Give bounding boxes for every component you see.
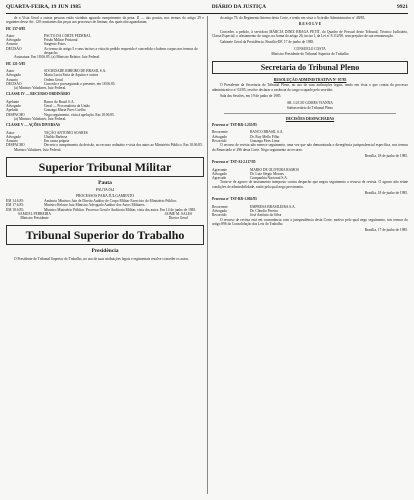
record-body: (a) Ministro Valadares, Juiz Federal. [14, 116, 67, 121]
record-heading: HC 137-0/85 [6, 26, 26, 31]
case-key: Advogado [212, 171, 227, 176]
left-records [6, 27, 204, 152]
case-block [212, 160, 408, 195]
record-block [6, 92, 204, 121]
stp-subtitle: RESOLUÇÃO ADMINISTRATIVA Nº 07/85 [273, 78, 347, 83]
case-value: Dr. Luiz Sérgio Moraes [250, 171, 284, 176]
record-key: Apelado [6, 108, 19, 113]
header-page-number: 9921 [397, 4, 408, 10]
resolve-text: Conceder, a pedido, à servidora MÁRCIA DINIZ BRAGA PETIT, do Quadro de Pessoal deste Tribunal, Técnico Judiciário, Classe Especial, o afastamento do cargo, na forma do artigo 26, inciso I, da Lei nº 8.112/90, sem prejuízo de sua remuneração. [212, 29, 408, 38]
record-key: Advogado [6, 38, 21, 43]
case-key: Advogado [212, 134, 227, 139]
stp-sign-name: SR. LUCIO GOMES VIANNA [287, 101, 333, 106]
case-date: Brasília, 18 de junho de 1985. [364, 153, 408, 158]
record-body: Ministro Valadares, Juiz Federal. [14, 147, 62, 152]
decisions-heading: DECISÕES DESPACHADAS [285, 116, 335, 121]
place-date: Gabinete Geral da Presidência. Brasília-DF, 17 de junho de 1985. [220, 40, 315, 45]
stm-title: Superior Tribunal Militar [6, 157, 204, 177]
record-heading: CLASSE IV — RECURSO ORDINÁRIO [6, 92, 71, 97]
stp-sign-role: Subsecretário do Tribunal Pleno [286, 105, 334, 110]
case-value: BANCO BRASIL S.A. [250, 130, 284, 135]
stp-signature [212, 101, 408, 110]
stm-signature-right [165, 212, 192, 221]
case-value: MARIO DE OLIVEIRA RAMOS [250, 167, 300, 172]
case-key: Agravante [212, 167, 227, 172]
signature-name: CONSUELO COSTA [294, 47, 326, 52]
resolve-label: R E S O L V E [298, 22, 322, 27]
case-date: Brasília, 18 de junho de 1985. [364, 191, 408, 196]
record-value: Em causa própria [44, 139, 70, 144]
record-block [6, 27, 204, 60]
stm-sign-left-name: SAMUEL FERREIRA [18, 211, 51, 216]
record-value: Ubaldo Barbosa [44, 134, 68, 139]
signature-block [212, 47, 408, 56]
case-number: Processo nº TST-RR-1.002/85 [212, 197, 257, 202]
case-value: Gonzaga Pires Lima [250, 139, 280, 144]
stm-note-2: PROCESSOS PARA JULGAMENTO [75, 193, 135, 198]
case-key: Advogado [212, 208, 227, 213]
stm-note: PAUTA 034 [95, 188, 115, 193]
stm-sign-right-role: Diretor Geral [168, 216, 188, 221]
left-intro: de a Vista Geral a outras pessoas estão vizinhas aguardo cumprimento da pena. II — tais pontos, nos termos do artigo 29 e seguintes desse Art. 120 constantes das peças aos processos de liminar, dos quais não aguardaram. [6, 16, 204, 25]
stm-sign-left-role: Ministro Presidente [20, 216, 49, 221]
record-key: DECISÃO [6, 46, 22, 51]
record-value: Gonzaga Maria Pires Coelho [44, 108, 86, 113]
case-text: O recurso de revista não merece seguimento, uma vez que não demonstrada a divergência jurisprudencial específica, nos termos do Enunciado nº 296 desta Corte. Nego seguimento ao recurso. [212, 143, 408, 152]
record-key: Autor [6, 33, 15, 38]
case-key: Agravado [212, 176, 227, 181]
case-block [212, 123, 408, 158]
case-key: Recorrido [212, 213, 227, 218]
record-value: Sargento Fotos [44, 42, 66, 47]
record-value: SOCIEDADE RIBEIRO DE BRASIL S.A. [44, 68, 107, 73]
record-key: Advogado [6, 73, 21, 78]
record-key: DESPACHO [6, 143, 25, 148]
stm-signature-left [18, 212, 51, 221]
record-key: Advogado [6, 104, 21, 109]
stp-title: Secretaria do Tribunal Pleno [212, 61, 408, 74]
stp-date: Sala das Sessões, em 19 de junho de 1985. [220, 93, 282, 98]
record-value: Maria Lucia Faria de Aquino e outros [44, 73, 99, 78]
record-row [6, 47, 204, 56]
case-key: Recorrente [212, 204, 228, 209]
case-row [212, 213, 408, 217]
record-key: Autor [6, 68, 15, 73]
tst-text: O Presidente do Tribunal Superior do Trabalho, no uso de suas atribuições legais e regimentais resolve conceder os autos. [14, 256, 189, 261]
case-value: José Antônio da Silva [250, 213, 282, 218]
case-text: Trata-se de agravo de instrumento interposto contra despacho que negou seguimento a recurso de revista. O agravo não reúne condições de admissibilidade, razão pela qual nego provimento. [212, 180, 408, 189]
record-key: Autor [6, 130, 15, 135]
case-number: Processo nº TST-RR-1.235/85 [212, 123, 257, 128]
stm-item-date: EM 18.6.85: [6, 207, 25, 212]
header-date: QUARTA-FEIRA, 19 JUN 1985 [6, 4, 81, 10]
case-value: Dr. Cláudio Pereira [250, 208, 278, 213]
stm-item-text: Amâncio Ministro Juiz de Direito Auditor de Corpo Militar Exercício do Ministério Público. [44, 198, 178, 203]
record-value: Concedo e prosseguindo o presente, em 18.06.85. [44, 81, 116, 86]
right-intro: do artigo 79, do Regimento Interno desta Corte, e tendo em vista o Acórdão Administrativo nº 48/85, [220, 16, 366, 20]
stm-signatures [6, 212, 204, 221]
record-body: (a) Ministro Valadares, Juiz Federal. [14, 86, 67, 91]
stm-item-text: Ministro Ministério Público. Processo Geral e Auditoria Militar, vista dos autos. Em 14 de junho de 1985. [44, 207, 197, 212]
case-value: Dr. Ruy Mello Filho [250, 134, 280, 139]
stm-item-date: EM 17.6.85: [6, 203, 25, 208]
page-header [6, 4, 408, 14]
record-heading: CLASSE V — AÇÕES DIVERSAS [6, 123, 60, 128]
case-value: EMPRESA BRASILEIRA S.A. [250, 204, 296, 209]
record-value: PACTO DA CORTE FEDERAL [44, 33, 91, 38]
right-column [212, 16, 408, 496]
signature-role: Ministro Presidente do Tribunal Superior do Trabalho [271, 51, 349, 56]
case-date: Brasília, 17 de junho de 1985. [364, 228, 408, 233]
stp-text: O Presidente da Secretaria do Tribunal Pleno, no uso de suas atribuições legais, tendo em vista o que consta do processo administrativo nº 02/85, resolve declarar a vacância do cargo ocupado pelo servidor. [212, 83, 408, 92]
case-number: Processo nº TST-AI-2.117/85 [212, 160, 256, 165]
record-value: Geral — Procuradoria da União [44, 104, 90, 109]
record-value: Ao termo do artigo 5 e seus incisos a vista do pedido requerido é concedido o habeas corpus nos termos do despacho. [44, 46, 198, 56]
record-value: Prisão Militar Prisional [44, 38, 78, 43]
record-block [6, 62, 204, 91]
stm-items [6, 199, 204, 212]
column-divider [207, 16, 208, 494]
record-value: Ordem Geral [44, 77, 63, 82]
case-key: Recorrido [212, 139, 227, 144]
case-list [212, 123, 408, 232]
record-body: Assinatura. Em 18.06.85. (a) Ministro Relator. Juiz Federal. [14, 55, 101, 60]
tst-subtitle: Presidência [91, 248, 119, 255]
case-text: O recurso de revista está em consonância com a jurisprudência desta Corte, motivo pelo qual nego seguimento, nos termos do artigo 896 da Consolidação das Leis do Trabalho. [212, 217, 408, 226]
stm-sign-right-name: JAIME M. SALES [164, 211, 192, 216]
record-key: Apelante [6, 99, 19, 104]
record-key: Advogado [6, 134, 21, 139]
record-value: Decreto o cumprimento da decisão, no recurso ordinário e vista dos autos ao Ministério Público. Em 18.06.85. [44, 143, 203, 148]
case-block [212, 197, 408, 232]
record-value: Nega seguimento, vista à apelação. Em 18.06.85. [44, 112, 115, 117]
record-heading: HC 121-5/85 [6, 61, 26, 66]
record-value: Banco do Brasil S.A. [44, 99, 75, 104]
stm-item-date: EM 14.6.85: [6, 198, 25, 203]
record-key: Assunto [6, 139, 18, 144]
header-journal: DIÁRIO DA JUSTIÇA [211, 4, 267, 10]
case-key: Recorrente [212, 130, 228, 135]
record-block [6, 123, 204, 152]
record-key: Assunto [6, 42, 18, 47]
record-key: DESPACHO [6, 112, 25, 117]
tst-title: Tribunal Superior do Trabalho [6, 225, 204, 245]
record-value: TAÇÃO ANTONIO SOARES [44, 130, 88, 135]
case-value: Companhia Nacional S.A. [250, 176, 288, 181]
separator-line [224, 113, 396, 114]
record-key: DECISÃO [6, 81, 22, 86]
stm-item-text: Ministro Relator Juiz Ministro Advogado Auditor dos Autos Militares. [44, 203, 146, 208]
stm-subtitle: Pauta [98, 180, 112, 187]
record-key: Assunto [6, 77, 18, 82]
left-column [6, 16, 204, 496]
